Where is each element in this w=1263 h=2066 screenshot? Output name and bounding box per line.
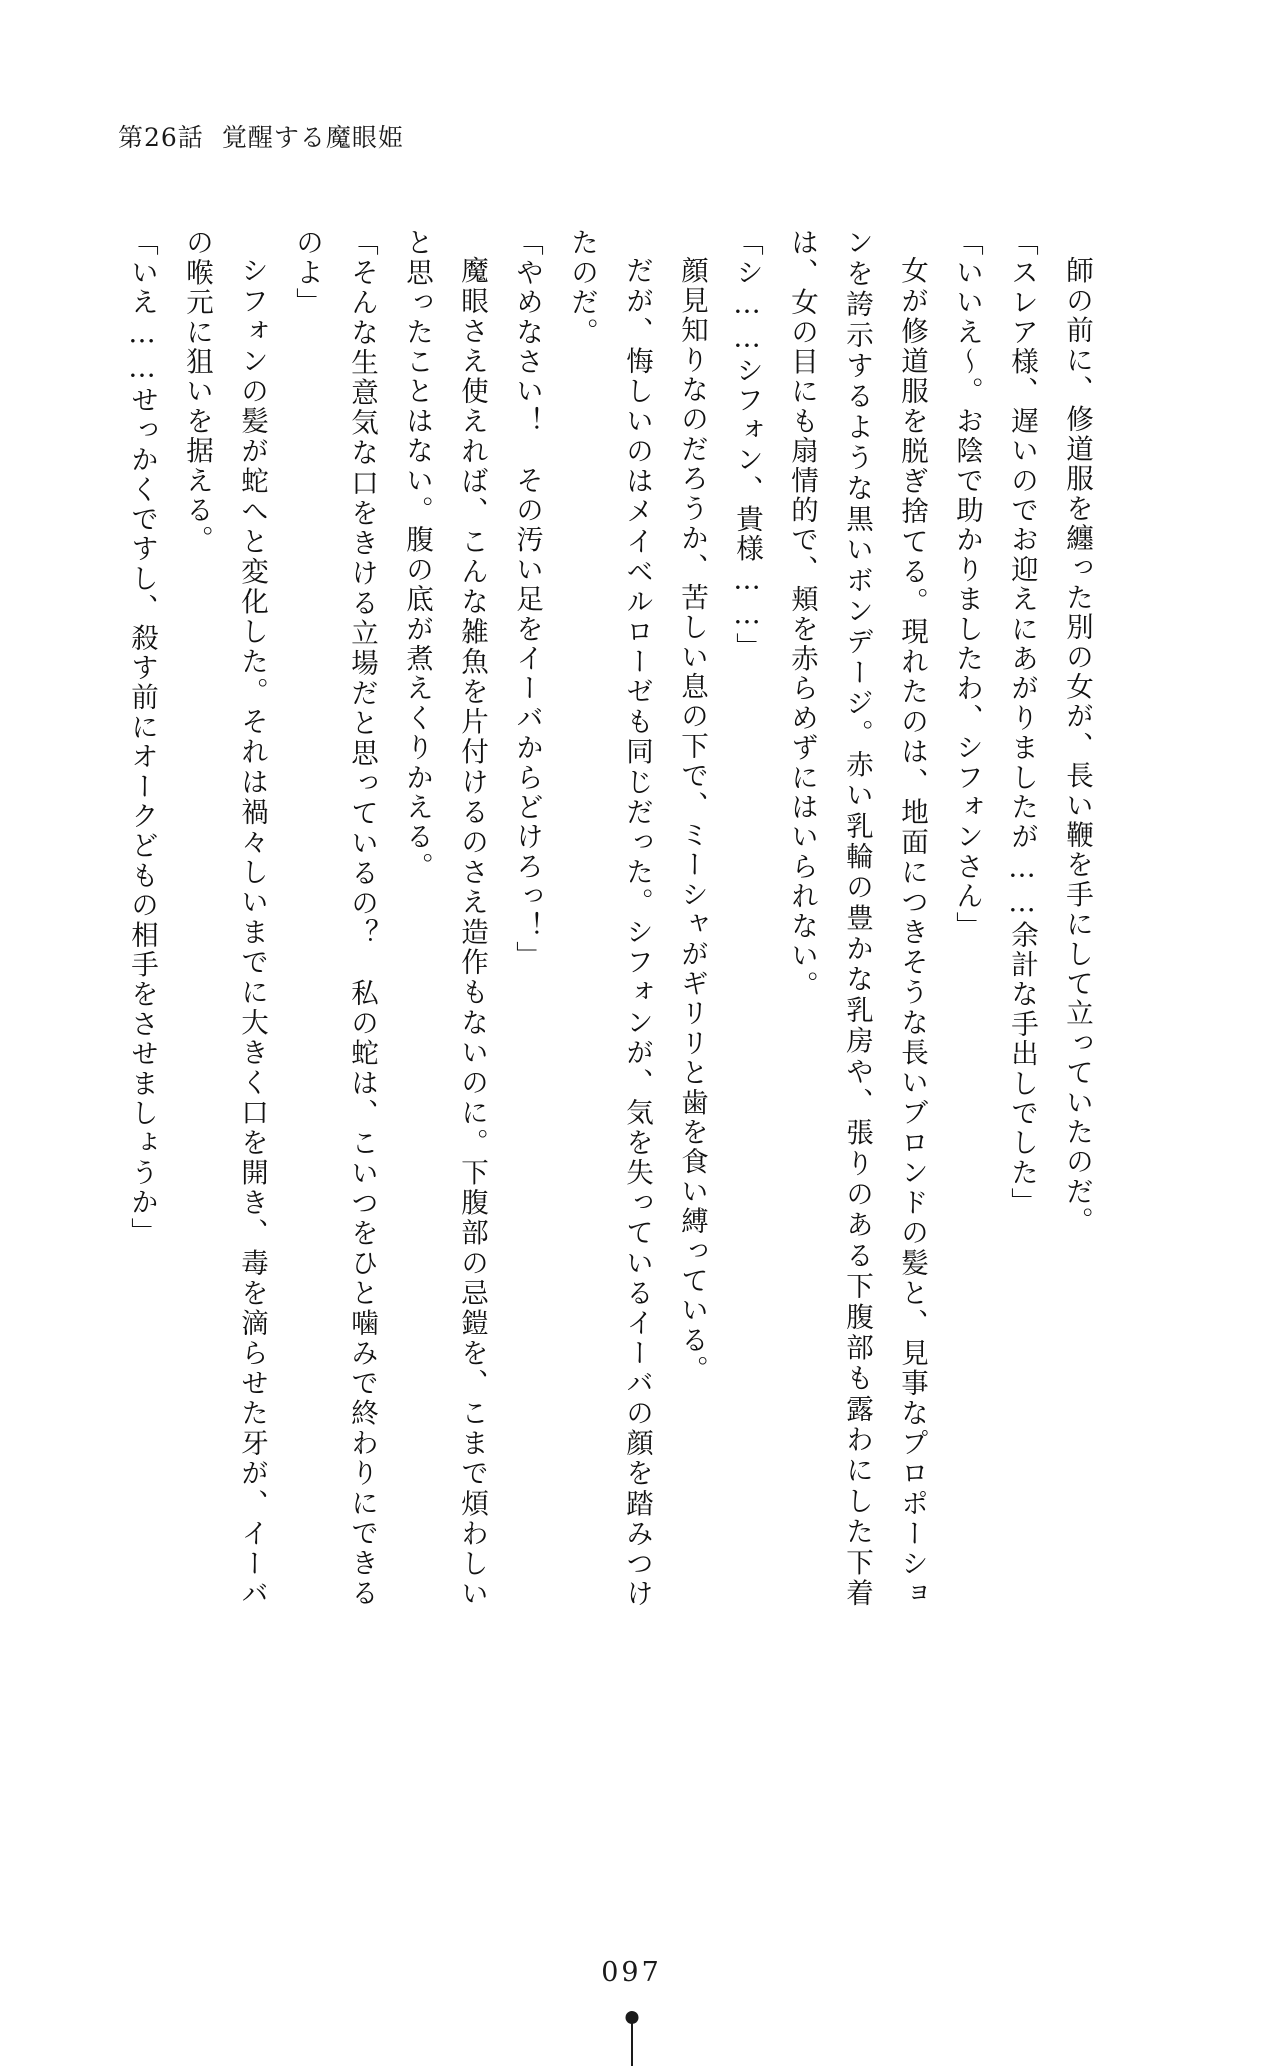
paragraph: シフォンの髪が蛇へと変化した。それは禍々しいまでに大きく口を開き、毒を滴らせた牙が、イーバの喉元に狙いを据える。: [181, 228, 268, 1608]
paragraph: 「いいえ〜。お陰で助かりましたわ、シフォンさん」: [951, 228, 983, 941]
paragraph: 「スレア様、遅いのでお迎えにあがりましたが……余計な手出しでした」: [1006, 228, 1038, 1218]
page-number: 097: [601, 1957, 662, 1988]
paragraph: 「やめなさい！ その汚い足をイーバからどけろっ！」: [511, 228, 543, 971]
paragraph: 「いえ……せっかくですし、殺す前にオークどもの相手をさせましょうか」: [126, 228, 158, 1247]
chapter-title: 覚醒する魔眼姫: [221, 123, 404, 152]
paragraph: 師の前に、修道服を纏った別の女が、長い鞭を手にして立っていたのだ。: [1061, 255, 1093, 1236]
paragraph: 「シ……シフォン、貴様……」: [731, 228, 763, 662]
paragraph: 魔眼さえ使えれば、こんな雑魚を片付けるのさえ造作もないのに。下腹部の忌鎧を、こまで煩わしいと思ったことはない。腹の底が煮えくりかえる。: [401, 228, 488, 1608]
paragraph: 「そんな生意気な口をきける立場だと思っているの？ 私の蛇は、こいつをひと噛みで終わりにできるのよ」: [291, 228, 378, 1608]
running-header: [118, 118, 404, 154]
body-text: [104, 228, 1104, 1608]
footer-rule-ornament: [631, 2018, 633, 2066]
paragraph: だが、悔しいのはメイベルローゼも同じだった。シフォンが、気を失っているイーバの顔を踏みつけたのだ。: [566, 228, 653, 1608]
paragraph: 顔見知りなのだろうか、苦しい息の下で、ミーシャがギリリと歯を食い縛っている。: [676, 255, 708, 1385]
paragraph: 女が修道服を脱ぎ捨てる。現れたのは、地面につきそうな長いブロンドの髪と、見事なプロポーションを誇示するような黒いボンデージ。赤い乳輪の豊かな乳房や、張りのある下腹部も露わにした下着は、女の目にも扇情的で、頬を赤らめずにはいられない。: [786, 228, 928, 1608]
chapter-number: 第26話: [118, 123, 204, 152]
